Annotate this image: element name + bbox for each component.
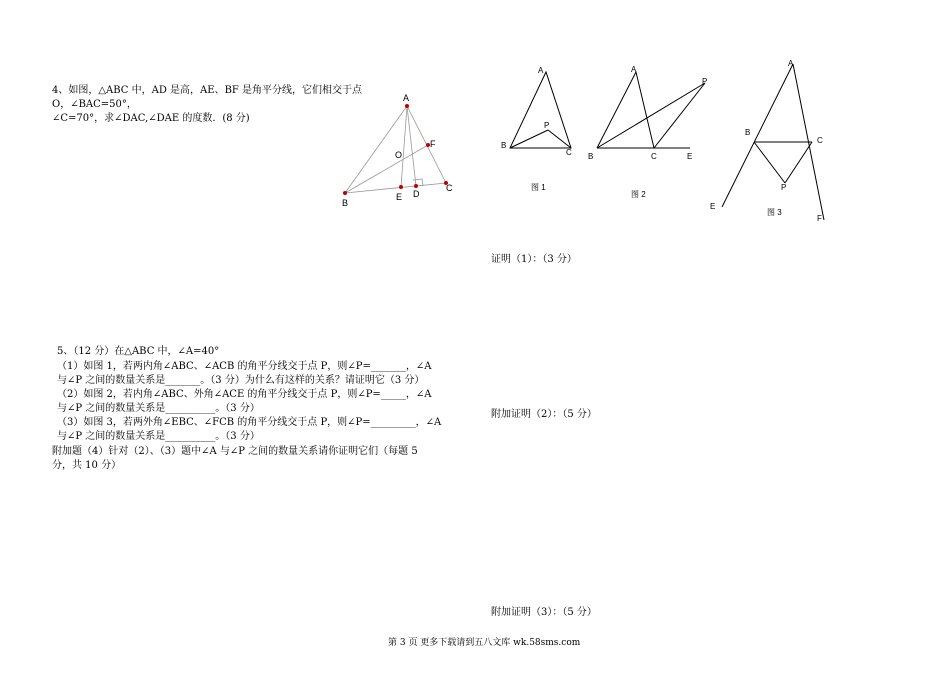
q4-label-f: F	[430, 139, 436, 149]
q4-line-3: ∠C=70°，求∠DAC,∠DAE 的度数．(8 分)	[52, 113, 250, 124]
fig3-label-a: A	[788, 59, 794, 68]
fig2-label-p: P	[702, 77, 708, 86]
fig1-label-p: P	[544, 121, 550, 130]
q4-label-a: A	[403, 93, 410, 103]
q5-line-9: 分，共 10 分）	[52, 460, 122, 471]
fig3-label-c: C	[817, 136, 823, 145]
q4-line-1: 4、如图，△ABC 中，AD 是高，AE、BF 是角平分线，它们相交于点	[52, 85, 363, 96]
q4-label-b: B	[342, 198, 349, 208]
fig3-label-f: F	[817, 214, 822, 223]
fig2-label-a: A	[631, 65, 637, 74]
proof-1-heading: 证明（1）：（3 分）	[491, 254, 577, 265]
fig1-label-b: B	[501, 141, 507, 150]
q4-label-o: O	[395, 150, 403, 160]
fig2-label-c: C	[651, 152, 657, 161]
fig3-caption: 图 3	[767, 208, 782, 217]
q5-line-1: 5、（12 分）在△ABC 中，∠A=40°	[57, 346, 220, 357]
fig2-caption: 图 2	[631, 190, 646, 199]
proof-3-heading: 附加证明（3）：（5 分）	[491, 607, 597, 618]
q5-line-6: （3）如图 3，若两外角∠EBC、∠FCB 的角平分线交于点 P，则∠P=_________，∠A	[57, 417, 442, 428]
fig3-label-p: P	[781, 183, 787, 192]
fig1-label-c: C	[566, 148, 572, 157]
fig1-caption: 图 1	[531, 183, 546, 192]
q5-line-7: 与∠P 之间的数量关系是__________。（3 分）	[57, 431, 260, 442]
q5-line-5: 与∠P 之间的数量关系是__________。（3 分）	[57, 403, 260, 414]
q5-line-2: （1）如图 1，若两内角∠ABC、∠ACB 的角平分线交于点 P，则∠P=_______，∠A	[57, 361, 432, 372]
fig1-label-a: A	[538, 66, 544, 75]
q4-label-d: D	[413, 189, 420, 199]
q4-label-c: C	[446, 183, 453, 193]
q5-line-8: 附加题（4）针对（2）、（3）题中∠A 与∠P 之间的数量关系请你证明它们（每题 5	[52, 446, 418, 457]
fig2-label-e: E	[687, 152, 693, 161]
q5-line-3: 与∠P 之间的数量关系是_______。（3 分）为什么有这样的关系？请证明它（3 分）	[57, 375, 425, 386]
q5-line-4: （2）如图 2，若内角∠ABC、外角∠ACE 的角平分线交于点 P，则∠P=_____，∠A	[57, 389, 432, 400]
q4-label-e: E	[396, 192, 403, 202]
fig3-label-e: E	[710, 202, 716, 211]
q4-line-2: O，∠BAC=50°，	[52, 99, 137, 110]
fig2-label-b: B	[588, 152, 594, 161]
page-footer: 第 3 页 更多下载请到五八文库 wk.58sms.com	[388, 638, 581, 648]
proof-2-heading: 附加证明（2）：（5 分）	[491, 409, 597, 420]
fig3-label-b: B	[745, 128, 751, 137]
